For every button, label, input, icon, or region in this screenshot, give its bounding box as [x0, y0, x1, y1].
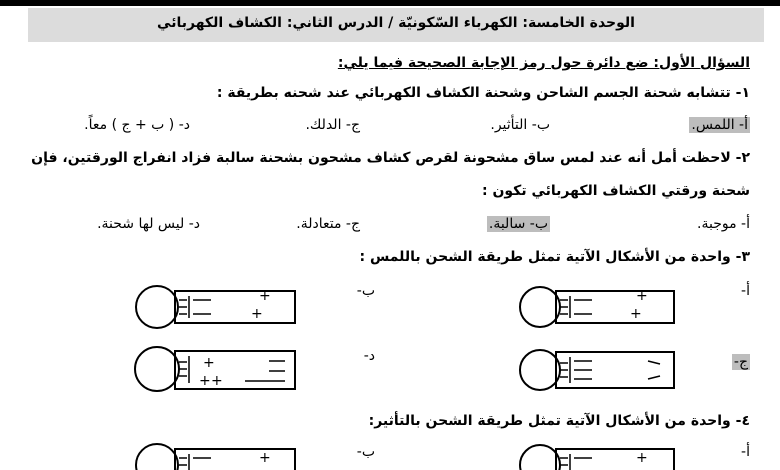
- question-1-text: ١- تتشابه شحنة الجسم الشاحن وشحنة الكشاف الكهربائي عند شحنه بطريقة :: [216, 85, 750, 101]
- q3-label-c-text: ج-: [733, 354, 748, 370]
- q1-option-d[interactable]: د- ( ب + ج ) معاً.: [84, 117, 190, 133]
- q1-option-a-label: أ- اللمس.: [691, 117, 748, 133]
- plus-sign: +: [259, 288, 271, 304]
- plus-sign: +: [636, 450, 648, 466]
- q2-option-b[interactable]: [487, 216, 550, 232]
- q3-figure-d: [133, 343, 298, 395]
- q1-option-b[interactable]: ب- التأثير.: [490, 117, 550, 133]
- disc-circle: [136, 286, 178, 328]
- q2-option-d[interactable]: د- ليس لها شحنة.: [97, 216, 200, 232]
- q4-label-b[interactable]: ب-: [356, 444, 375, 460]
- q1-option-c[interactable]: ج- الدلك.: [305, 117, 360, 133]
- conductor-box: [175, 449, 295, 470]
- q3-label-b[interactable]: ب-: [356, 283, 375, 299]
- plus-sign: +: [251, 306, 263, 322]
- disc-circle: [520, 287, 560, 327]
- question-2-text-line2: شحنة ورقتي الكشاف الكهربائي تكون :: [481, 183, 750, 199]
- plus-sign: +: [211, 373, 223, 389]
- lesson-header: [28, 8, 764, 42]
- q3-figure-c: [518, 345, 678, 395]
- q3-figure-a: [518, 282, 678, 332]
- q2-option-b-label: ب- سالبة.: [488, 216, 548, 232]
- disc-circle: [520, 445, 560, 470]
- plus-sign: +: [636, 288, 648, 304]
- plus-sign: +: [203, 355, 215, 371]
- q2-option-a[interactable]: أ- موجبة.: [697, 216, 750, 232]
- q3-figure-b: [133, 282, 298, 332]
- plus-sign: +: [259, 450, 271, 466]
- q4-label-a[interactable]: أ-: [741, 444, 750, 460]
- q1-option-a[interactable]: [689, 117, 750, 133]
- q2-option-c[interactable]: ج- متعادلة.: [296, 216, 360, 232]
- q4-figure-b: [133, 440, 298, 470]
- plus-sign: +: [630, 306, 642, 322]
- conductor-box: [175, 351, 295, 389]
- disc-circle: [135, 347, 179, 391]
- q4-figure-a: [518, 440, 678, 470]
- conductor-box: [175, 291, 295, 323]
- q3-label-a[interactable]: أ-: [741, 283, 750, 299]
- conductor-box: [556, 449, 674, 470]
- section-title: السؤال الأول: ضع دائرة حول رمز الإجابة الصحيحة فيما يلي:: [337, 55, 750, 71]
- disc-circle: [136, 444, 178, 470]
- conductor-box: [556, 352, 674, 388]
- q3-label-d[interactable]: د-: [363, 348, 375, 364]
- question-3-text: ٣- واحدة من الأشكال الآتية تمثل طريقة الشحن باللمس :: [359, 249, 750, 265]
- lesson-title: الوحدة الخامسة: الكهرباء السّكونيّة / الدرس الثاني: الكشاف الكهربائي: [157, 15, 635, 31]
- disc-circle: [520, 350, 560, 390]
- q3-label-c[interactable]: [732, 354, 750, 370]
- plus-sign: +: [199, 373, 211, 389]
- conductor-box: [556, 291, 674, 323]
- question-4-text: ٤- واحدة من الأشكال الآتية تمثل طريقة الشحن بالتأثير:: [368, 413, 750, 429]
- top-border: [0, 0, 780, 6]
- question-2-text-line1: ٢- لاحظت أمل أنه عند لمس ساق مشحونة لقرص كشاف مشحون بشحنة سالبة فزاد انفراج الورقتين، فإن: [31, 150, 750, 166]
